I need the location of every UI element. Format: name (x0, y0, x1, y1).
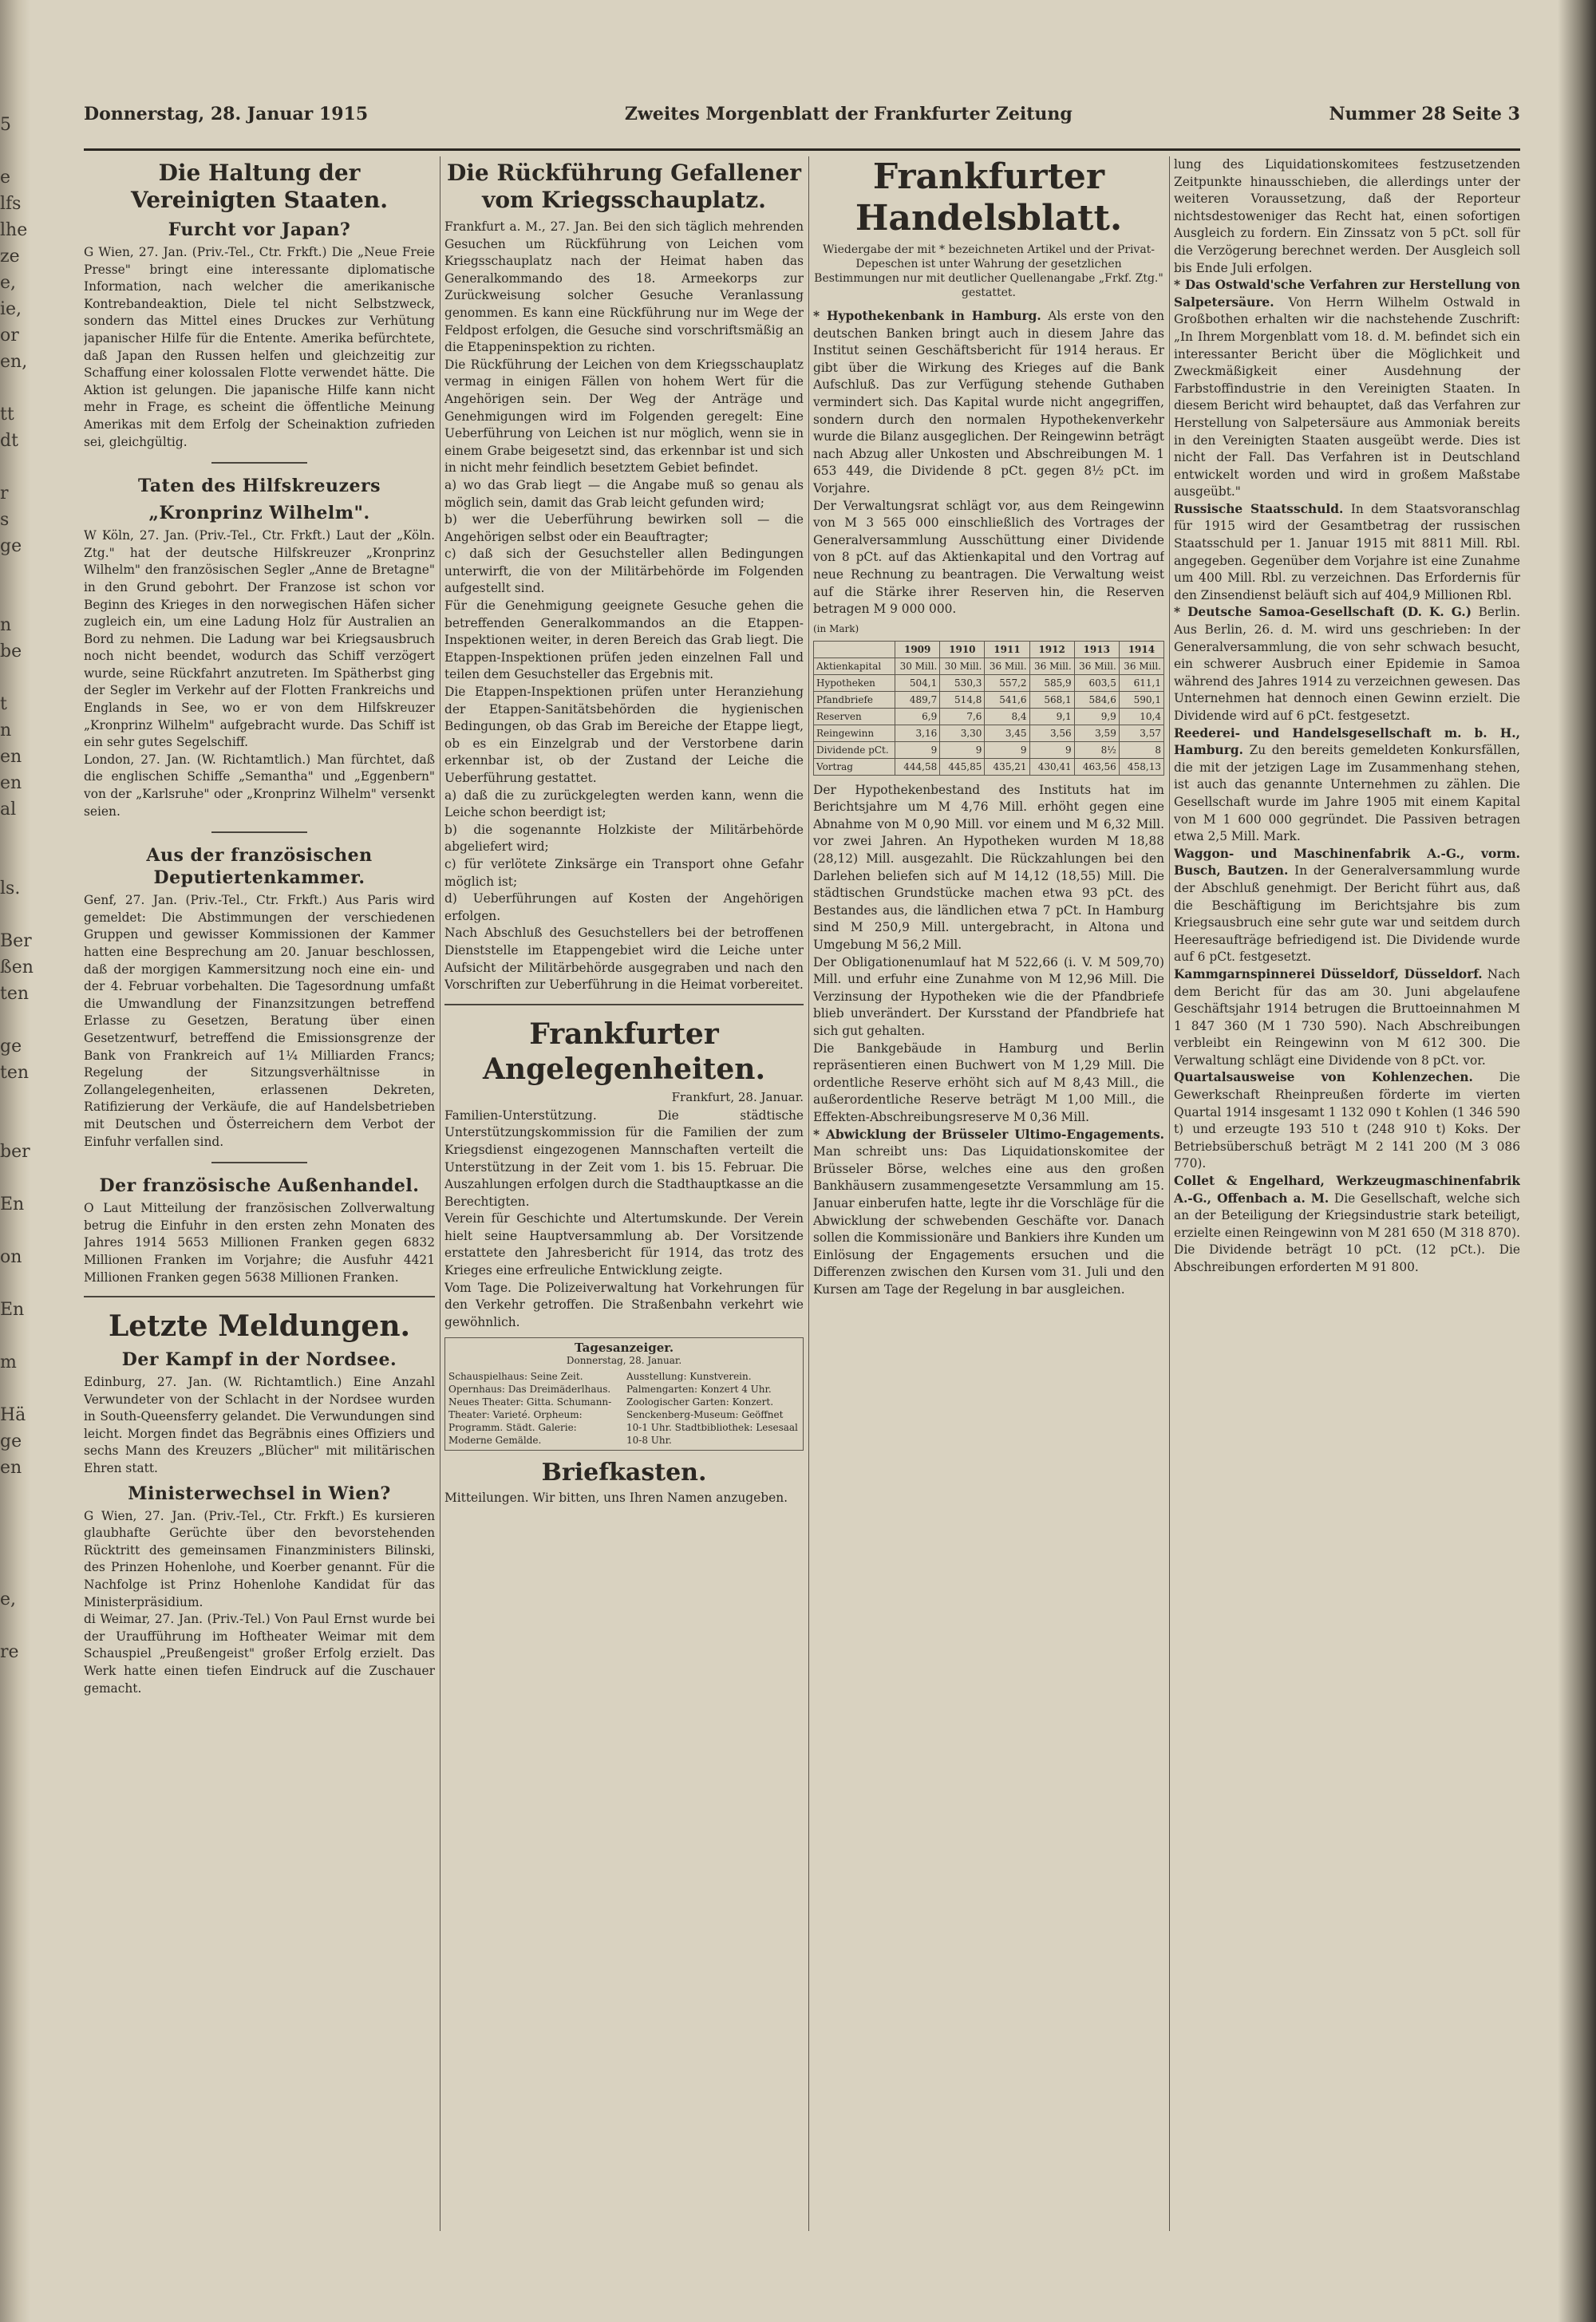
listing-left: Schauspielhaus: Seine Zeit. Opernhaus: Das Dreimäderlhaus. Neues Theater: Gitta. Schumann-Theater: Varieté. Orpheum: Programm. Städt. Galerie: Moderne Gemälde. (448, 1371, 612, 1447)
margin-fragment: ie, (0, 299, 22, 319)
margin-fragment (0, 1218, 46, 1244)
article-subheadline: Der Kampf in der Nordsee. (121, 1349, 397, 1371)
table-cell: 30 Mill. (940, 658, 985, 674)
table-cell: Pfandbriefe (814, 691, 895, 708)
article-headline: Taten des Hilfskreuzers (138, 476, 381, 497)
margin-fragment (0, 1613, 46, 1639)
margin-fragment (0, 559, 46, 586)
margin-fragment: ten (0, 1063, 30, 1083)
table-cell: 3,59 (1074, 725, 1119, 741)
margin-fragment: En (0, 1195, 25, 1214)
margin-fragment (0, 1165, 46, 1191)
margin-fragment (0, 1086, 46, 1112)
margin-fragment: lfs (0, 194, 22, 214)
table-cell: 530,3 (940, 674, 985, 691)
article-body: Der Verwaltungsrat schlägt vor, aus dem Reingewinn von M 3 565 000 einschließlich des Vortrages der Generalversammlung Ausschüttung einer Dividende von 8 pCt. auf das Aktienkapital und den Vortrag auf neue Rechnung zu beantragen. Die Verwaltung weist auf die Stärke ihrer Reserven hin, die Reserven betragen M 9 000 000. (813, 498, 1164, 617)
margin-fragment (0, 1534, 46, 1560)
article-headline: Ministerwechsel in Wien? (128, 1483, 391, 1504)
table-cell: 9 (895, 741, 940, 758)
list-item: c) für verlötete Zinksärge ein Transport ohne Gefahr möglich ist; (444, 856, 804, 889)
list-item: b) wer die Ueberführung bewirken soll — die Angehörigen selbst oder ein Beauftragter; (444, 512, 804, 544)
list-item: b) die sogenannte Holzkiste der Militärbehörde abgeliefert wird; (444, 822, 804, 855)
table-cell: Aktienkapital (814, 658, 895, 674)
section-masthead-note: Wiedergabe der mit * bezeichneten Artikel und der Privat-Depeschen ist unter Wahrung der gesetzlichen Bestimmungen nur mit deutlicher Quellenangabe „Frkf. Ztg." gestattet. (814, 243, 1163, 299)
article-body: Man schreibt uns: Das Liquidationskomitee der Brüsseler Börse, welches eine aus den großen Bankhäusern zusammengesetzte Versammlung am 15. Januar einberufen hatte, legte ihr die Vorschläge für die Abwicklung der schwebenden Geschäfte vor. Danach sollen die Kommissionäre und Bankiers ihre Kunden um Einlösung der Engagements ersuchen und die Differenzen zwischen den Kursen vom 31. Juli und den Kursen am Tage der Regelung in bar ausgleichen. (813, 1144, 1164, 1297)
margin-fragment: re (0, 1642, 19, 1662)
article-body: Verein für Geschichte und Altertumskunde. Der Verein hielt seine Hauptversammlung ab. Der Vorsitzende erstattete den Jahresbericht für 1914, das trotz des Krieges eine erfreuliche Entwicklung zeigte. (444, 1211, 804, 1278)
margin-fragment: 5 (0, 115, 11, 135)
article-body: Die Gewerkschaft Rheinpreußen förderte im vierten Quartal 1914 insgesamt 1 132 090 t Kohlen (1 346 590 t) und erzeugte 193 510 t (248 910 t) Koks. Der Betriebsüberschuß beträgt M 2 141 200 (M 3 086 770). (1174, 1070, 1520, 1171)
header-date: Donnerstag, 28. Januar 1915 (84, 104, 369, 124)
separator (211, 462, 307, 464)
table-cell: 590,1 (1119, 691, 1163, 708)
margin-fragment: e, (0, 1589, 17, 1609)
article-lead: * Hypothekenbank in Hamburg. (813, 309, 1041, 323)
margin-fragment: dt (0, 431, 18, 451)
table-header-cell: 1913 (1074, 641, 1119, 658)
article-lead: Collet & Engelhard, Werkzeugmaschinenfabrik A.-G., Offenbach a. M. (1174, 1174, 1520, 1206)
table-cell: Reingewinn (814, 725, 895, 741)
section-headline: Frankfurter Angelegenheiten. (482, 1017, 765, 1086)
column-4 (1174, 156, 1520, 2231)
article-body: Von Herrn Wilhelm Ostwald in Großbothen erhalten wir die nachstehende Zuschrift: „In Ihrem Morgenblatt vom 18. d. M. befindet sich ein interessanter Bericht über die Möglichkeit und Zweckmäßigkeit einer Ausdehnung der Farbstoffindustrie in den Vereinigten Staaten. In diesem Bericht wird behauptet, daß das Verfahren zur Herstellung von Salpetersäure aus Ammoniak bereits in den Vereinigten Staaten ausgeübt werde. Dies ist nicht der Fall. Das Verfahren ist in Deutschland entwickelt worden und wird in großem Maßstabe ausgeübt." (1174, 294, 1520, 500)
article-body: Nach Abschluß des Gesuchstellers bei der betroffenen Dienststelle im Etappengebiet wird die Leiche unter Aufsicht der Militärbehörde ausgegraben und nach den Vorschriften zur Ueberführung in die Heimat vorbereitet. (444, 926, 804, 993)
article-body: Vom Tage. Die Polizeiverwaltung hat Vorkehrungen für den Verkehr getroffen. Die Straßenbahn verkehrt wie gewöhnlich. (444, 1280, 804, 1329)
article-lead: * Deutsche Samoa-Gesellschaft (D. K. G.) (1174, 605, 1472, 620)
table-cell: Hypotheken (814, 674, 895, 691)
margin-fragment: en (0, 1458, 22, 1478)
article-headline: Aus der französischen Deputiertenkammer. (146, 845, 373, 889)
margin-fragment (0, 1507, 46, 1534)
table-row (814, 674, 1164, 691)
table-cell: 611,1 (1119, 674, 1163, 691)
table-cell: 444,58 (895, 758, 940, 775)
table-cell: 489,7 (895, 691, 940, 708)
article-body: Die Etappen-Inspektionen prüfen unter Heranziehung der Etappen-Sanitätsbehörden die hygienischen Bedingungen, ob das Grab im Bereiche der Etappe liegt, ob es ein Einzelgrab und der Verstorbene darin erkennbar ist, ob der Zustand der Leiche die Ueberführung gestattet. (444, 685, 804, 785)
article-body: O Laut Mitteilung der französischen Zollverwaltung betrug die Einfuhr in den ersten zehn Monaten des Jahres 1914 5653 Millionen Franken gegen 6832 Millionen Franken im Vorjahre; die Ausfuhr 4421 Millionen Franken gegen 5638 Millionen Franken. (84, 1201, 435, 1285)
margin-fragment: s (0, 510, 10, 530)
article-lead: Waggon- und Maschinenfabrik A.-G., vorm. Busch, Bautzen. (1174, 846, 1520, 879)
margin-fragment: Hä (0, 1405, 26, 1425)
margin-fragment: n (0, 615, 12, 635)
article-headline: Die Rückführung Gefallener vom Kriegsschauplatz. (446, 160, 802, 213)
article-lead: Russische Staatsschuld. (1174, 501, 1344, 516)
table-cell: 36 Mill. (1074, 658, 1119, 674)
article-headline: Die Haltung der Vereinigten Staaten. (131, 160, 388, 213)
margin-fragment (0, 138, 46, 164)
margin-fragment: m (0, 1353, 17, 1372)
margin-fragment: t (0, 694, 7, 714)
margin-fragment (0, 823, 46, 849)
table-row (814, 658, 1164, 674)
article-lead: Reederei- und Handelsgesellschaft m. b. H., Hamburg. (1174, 725, 1520, 758)
margin-fragment: be (0, 642, 22, 661)
article-body: Edinburg, 27. Jan. (W. Richtamtlich.) Eine Anzahl Verwundeter von der Schlacht in der Nordsee wurden in South-Queensferry gelandet. Die Verwundungen sind leicht. Morgen findet das Begräbnis eines Offiziers und sechs Mann des Kreuzers „Blücher" mit militärischen Ehren statt. (84, 1375, 435, 1476)
article-body: G Wien, 27. Jan. (Priv.-Tel., Ctr. Frkft.) Die „Neue Freie Presse" bringt eine interessante diplomatische Information, nach welcher die amerikanische Kontrebandeaktion, Diele tel nicht Selbstzweck, sondern das Mittel eines Druckes zur Verhütung japanischer Hilfe für die Entente. Amerika befürchtete, daß Japan den Russen helfen und gleichzeitig zur Schaffung einer kolossalen Flotte verwendet hätte. Die Aktion ist gelungen. Die japanische Hilfe kann nicht mehr in Frage, es scheint die öffentliche Meinung Amerikas mit dem Erfolg der Scheinaktion zufrieden sei, gleichgültig. (84, 245, 435, 449)
table-cell: 6,9 (895, 708, 940, 725)
previous-page-margin (0, 112, 46, 2266)
margin-fragment (0, 375, 46, 401)
margin-fragment: Ber (0, 931, 32, 951)
table-cell: 603,5 (1074, 674, 1119, 691)
article-body: Zu den bereits gemeldeten Konkursfällen, die mit der jetzigen Lage im Zusammenhang stehen, ist auch das genannte Unternehmen zu zählen. Die Gesellschaft wurde im Jahre 1905 mit einem Kapital von M 1 600 000 gegründet. Die Passiven betragen etwa 2,5 Mill. Mark. (1174, 743, 1520, 844)
article-body: Mitteilungen. Wir bitten, uns Ihren Namen anzugeben. (444, 1491, 788, 1506)
article-body: Der Hypothekenbestand des Instituts hat im Berichtsjahre um M 4,76 Mill. erhöht gegen eine Abnahme von M 0,90 Mill. vor einem und M 6,32 Mill. vor zwei Jahren. An Hypotheken wurden M 18,88 (28,12) Mill. ausgezahlt. Die Rückzahlungen bei den Darlehen beliefen sich auf M 14,12 (18,55) Mill. Die städtischen Grundstücke machen etwa 93 pCt. des Bestandes aus, die ländlichen etwa 7 pCt. In Hamburg sind M 250,9 Mill. untergebracht, in Altona und Umgebung M 56,2 Mill. (813, 782, 1164, 953)
margin-fragment: en (0, 747, 22, 767)
table-row (814, 725, 1164, 741)
article-body: Für die Genehmigung geeignete Gesuche gehen die betreffenden Generalkommandos an die Etappen-Inspektionen weiter, in deren Bereich das Grab liegt. Die Etappen-Inspektionen prüfen jeden einzelnen Fall und teilen dem Gesuchsteller das Ergebnis mit. (444, 598, 804, 682)
margin-fragment: ge (0, 536, 22, 556)
margin-fragment (0, 1560, 46, 1586)
margin-fragment: ge (0, 1037, 22, 1056)
article-body: di Weimar, 27. Jan. (Priv.-Tel.) Von Paul Ernst wurde bei der Uraufführung im Hoftheater Weimar mit dem Schauspiel „Preußengeist" großer Erfolg erzielt. Das Werk hatte einen tiefen Eindruck auf die Zuschauer gemacht. (84, 1612, 435, 1696)
header-publication: Zweites Morgenblatt der Frankfurter Zeitung (624, 104, 1073, 124)
article-body: Frankfurt a. M., 27. Jan. Bei den sich täglich mehrenden Gesuchen um Rückführung von Leichen vom Kriegsschauplatz nach der Heimat haben das Generalkommando des 18. Armeekorps zur Zurückweisung solcher Gesuche Veranlassung genommen. Es kann eine Rückführung nur im Wege der Feldpost erfolgen, die Gesuche sind vorschriftsmäßig an die Etappeninspektion zu richten. (444, 219, 804, 355)
table-cell: 504,1 (895, 674, 940, 691)
column-rule (1169, 156, 1170, 2231)
article-body: Die Rückführung der Leichen von dem Kriegsschauplatz vermag in einigen Fällen von hohem Wert für die Angehörigen sein. Der Weg der Anträge und Genehmigungen wird im Folgenden geregelt: Eine Ueberführung von Leichen ist nur möglich, wenn sie in einem Grabe beigesetzt sind, das erkennbar ist und sich in nicht mehr feindlich besetztem Gebiet befindet. (444, 357, 804, 476)
table-cell: 9 (940, 741, 985, 758)
margin-fragment: en, (0, 352, 28, 372)
table-row (814, 741, 1164, 758)
margin-fragment (0, 1376, 46, 1402)
list-item: c) daß sich der Gesuchsteller allen Bedingungen unterwirft, die von der Militärbehörde im Folgenden aufgestellt sind. (444, 547, 804, 596)
margin-fragment: lhe (0, 220, 28, 240)
article-lead: Quartalsausweise von Kohlenzechen. (1174, 1070, 1473, 1085)
margin-fragment (0, 1007, 46, 1033)
list-item: a) daß die zu zurückgelegten werden kann, wenn die Leiche schon beerdigt ist; (444, 788, 804, 820)
list-item: d) Ueberführungen auf Kosten der Angehörigen erfolgen. (444, 891, 804, 923)
article-headline: Der französische Außenhandel. (99, 1175, 420, 1197)
table-cell: 9,1 (1029, 708, 1074, 725)
table-cell: 30 Mill. (895, 658, 940, 674)
margin-fragment: ge (0, 1432, 22, 1451)
list-item: a) wo das Grab liegt — die Angabe muß so genau als möglich sein, damit das Grab leicht gefunden wird; (444, 477, 804, 510)
table-cell: 3,57 (1119, 725, 1163, 741)
margin-fragment (0, 586, 46, 612)
column-1 (84, 156, 435, 2231)
margin-fragment (0, 902, 46, 928)
margin-fragment: ze (0, 247, 20, 267)
financial-table (813, 641, 1164, 776)
table-header-cell: 1909 (895, 641, 940, 658)
table-caption: (in Mark) (813, 622, 859, 634)
table-cell: 9,9 (1074, 708, 1119, 725)
table-row (814, 691, 1164, 708)
article-body: London, 27. Jan. (W. Richtamtlich.) Man fürchtet, daß die englischen Schiffe „Semantha" und „Eggenbern" von der „Karlsruhe" oder „Kronprinz Wilhelm" versenkt seien. (84, 752, 435, 819)
table-cell: 3,30 (940, 725, 985, 741)
table-cell: 557,2 (985, 674, 1029, 691)
article-lead: * Abwicklung der Brüsseler Ultimo-Engagements. (813, 1127, 1164, 1142)
article-body: W Köln, 27. Jan. (Priv.-Tel., Ctr. Frkft.) Laut der „Köln. Ztg." hat der deutsche Hilfskreuzer „Kronprinz Wilhelm" den französischen Segler „Anne de Bretagne" in den Grund gebohrt. Der Franzose ist schon vor Beginn des Krieges in den norwegischen Häfen sicher zugleich ein, um eine Ladung Holz für Australien an Bord zu nehmen. Die Ladung war bei Kriegsausbruch noch nicht beendet, wodurch das Schiff verzögert wurde, seine Rückfahrt anzutreten. Im Spätherbst ging der Segler im Verkehr auf der Flotten Frankreichs und Englands in See, wo er von dem Hilfskreuzer „Kronprinz Wilhelm" aufgebracht wurde. Das Schiff ist ein sehr gutes Segelschiff. (84, 528, 435, 750)
separator (211, 831, 307, 833)
article-body: Der Obligationenumlauf hat M 522,66 (i. V. M 509,70) Mill. und erfuhr eine Zunahme von M 12,96 Mill. Die Verzinsung der Hypotheken wie die der Pfandbriefe blieb unverändert. Der Kursstand der Pfandbriefe hat sich gut gehalten. (813, 954, 1164, 1038)
separator (211, 1162, 307, 1163)
listing-title: Tagesanzeiger. (574, 1341, 674, 1356)
margin-fragment: ls. (0, 879, 21, 898)
table-cell: 445,85 (940, 758, 985, 775)
article-body: Als erste von den deutschen Banken bringt auch in diesem Jahre das Institut seinen Geschäftsbericht für 1914 heraus. Er gibt über die Wirkung des Krieges auf die Bank Aufschluß. Das zur Verfügung stehende Guthaben vermindert sich. Das Kapital wurde nicht angegriffen, sondern durch den normalen Hypothekenverkehr wurde die Bilanz ausgeglichen. Der Reingewinn beträgt nach Abzug aller Unkosten und Abschreibungen M. 1 653 449, die Dividende 8 pCt. gegen 8½ pCt. im Vorjahre. (813, 309, 1164, 496)
article-body: G Wien, 27. Jan. (Priv.-Tel., Ctr. Frkft.) Es kursieren glaubhafte Gerüchte über den bevorstehenden Rücktritt des gemeinsamen Finanzministers Bilinski, des Prinzen Hohenlohe, und Koerber genannt. Für die Nachfolge ist Prinz Hohenlohe Kandidat für das Ministerpräsidium. (84, 1508, 435, 1609)
margin-fragment: ber (0, 1142, 30, 1162)
table-cell: 9 (985, 741, 1029, 758)
event-listing-box (444, 1337, 804, 1451)
article-body: Familien-Unterstützung. Die städtische Unterstützungskommission für die Familien der zum Kriegsdienst eingezogenen Mannschaften verteilt die Unterstützung in der Zeit vom 1. bis 15. Februar. Die Auszahlungen erfolgen durch die Stadthauptkasse an die Berechtigten. (444, 1108, 804, 1209)
article-lead: Kammgarnspinnerei Düsseldorf, Düsseldorf. (1174, 966, 1483, 981)
table-cell: 36 Mill. (1029, 658, 1074, 674)
margin-fragment (0, 1323, 46, 1349)
table-header-cell (814, 641, 895, 658)
article-subheadline: „Kronprinz Wilhelm". (148, 503, 370, 524)
margin-fragment (0, 1270, 46, 1297)
table-cell: 3,45 (985, 725, 1029, 741)
article-body: Genf, 27. Jan. (Priv.-Tel., Ctr. Frkft.) Aus Paris wird gemeldet: Die Abstimmungen der verschiedenen Gruppen und gewisser Kommissionen der Kammer hatten eine Besprechung am 20. Januar beschlossen, daß der morgigen Kammersitzung noch eine ein- und der 4. Februar vorbehalten. Die Tagesordnung umfaßt die Umwandlung der Finanzsitzungen betreffend Erlasse zu Gesetzen, Beratung über einen Gesetzentwurf, betreffend die Emissionsgrenze der Bank von Frankreich auf 1¼ Milliarden Francs; Regelung der Sitzungsverhältnisse in Zollangelegenheiten, erlassenen Dekreten, Ratifizierung der Verkäufe, die auf Handelsbetrieben mit Deutschen und Österreichern dem Verbot der Einfuhr verfallen sind. (84, 893, 435, 1149)
table-cell: 8,4 (985, 708, 1029, 725)
table-cell: 435,21 (985, 758, 1029, 775)
margin-fragment (0, 1481, 46, 1507)
table-cell: 568,1 (1029, 691, 1074, 708)
section-divider (84, 1296, 435, 1297)
table-cell: 3,16 (895, 725, 940, 741)
table-header-cell: 1911 (985, 641, 1029, 658)
table-cell: 514,8 (940, 691, 985, 708)
column-2 (444, 156, 804, 2231)
margin-fragment: En (0, 1300, 25, 1320)
margin-fragment: e, (0, 273, 17, 293)
table-header-cell: 1910 (940, 641, 985, 658)
margin-fragment (0, 1112, 46, 1139)
scan-edge-right (1558, 0, 1596, 2322)
table-cell: 3,56 (1029, 725, 1074, 741)
article-body: lung des Liquidationskomitees festzusetzenden Zeitpunkte hinausschieben, die allerdings unter der weiteren Voraussetzung, daß der Reporteur nichtsdestoweniger das Recht hat, einen sofortigen Ausgleich zu fordern. Ein Zinssatz von 5 pCt. soll für die Verzögerung berechnet werden. Der Ausgleich soll bis Ende Juli erfolgen. (1174, 157, 1520, 275)
header-page-number: Nummer 28 Seite 3 (1329, 104, 1520, 124)
article-body: Die Bankgebäude in Hamburg und Berlin repräsentieren einen Buchwert von M 1,29 Mill. Die ordentliche Reserve erhöht sich auf M 8,43 Mill., die außerordentliche Reserve beträgt M 1,00 Mill., die Effekten-Abschreibungsreserve M 0,36 Mill. (813, 1041, 1164, 1124)
article-body: In dem Staatsvoranschlag für 1915 wird der Gesamtbetrag der russischen Staatsschuld per 1. Januar 1915 mit 8811 Mill. Rbl. angegeben. Gegenüber dem Vorjahre ist eine Zunahme um 400 Mill. Rbl. zu verzeichnen. Das Erfordernis für den Zinsendienst beläuft sich auf 404,9 Millionen Rbl. (1174, 501, 1520, 602)
article-body: Berlin. Aus Berlin, 26. d. M. wird uns geschrieben: In der Generalversammlung, die von sehr schwach besucht, ein schwerer Ausbruch einer Epidemie in Samoa während des Jahres 1914 zu verzeichnen gewesen. Das Unternehmen hat dennoch einen Gewinn erzielt. Die Dividende wird auf 6 pCt. festgesetzt. (1174, 605, 1520, 723)
article-subheadline: Furcht vor Japan? (168, 219, 351, 240)
margin-fragment: e (0, 168, 11, 188)
margin-fragment: tt (0, 405, 14, 425)
margin-fragment: en (0, 773, 22, 793)
margin-fragment: ßen (0, 958, 34, 977)
table-cell: Dividende pCt. (814, 741, 895, 758)
table-cell: 458,13 (1119, 758, 1163, 775)
table-row (814, 708, 1164, 725)
article-lead: * Das Ostwald'sche Verfahren zur Herstellung von Salpetersäure. (1174, 278, 1520, 310)
table-cell: 430,41 (1029, 758, 1074, 775)
listing-right: Ausstellung: Kunstverein. Palmengarten: Konzert 4 Uhr. Zoologischer Garten: Konzert. Senckenberg-Museum: Geöffnet 10-1 Uhr. Stadtbibliothek: Lesesaal 10-8 Uhr. (626, 1371, 798, 1447)
table-cell: 463,56 (1074, 758, 1119, 775)
table-cell: 8 (1119, 741, 1163, 758)
section-masthead: Frankfurter Handelsblatt. (855, 156, 1123, 239)
table-cell: 8½ (1074, 741, 1119, 758)
page-header (84, 104, 1520, 151)
article-body: In der Generalversammlung wurde der Abschluß genehmigt. Der Bericht führt aus, daß die Beschäftigung im Berichtsjahre bis zum Kriegsausbruch eine sehr gute war und seitdem durch Heeresaufträge befriedigend ist. Die Dividende wurde auf 6 pCt. festgesetzt. (1174, 863, 1520, 965)
column-3 (813, 156, 1164, 2231)
table-cell: 10,4 (1119, 708, 1163, 725)
table-cell: 36 Mill. (985, 658, 1029, 674)
article-body: Die Gesellschaft, welche sich an der Beteiligung der Kriegsindustrie stark beteiligt, erzielte einen Reingewinn von M 281 650 (M 318 870). Die Dividende beträgt 10 pCt. (12 pCt.). Die Abschreibungen erforderten M 91 800. (1174, 1191, 1520, 1274)
article-body: Nach dem Bericht für das am 30. Juni abgelaufene Geschäftsjahr 1914 betrugen die Bruttoeinnahmen M 1 847 360 (M 1 730 590). Nach Abschreibungen verbleibt ein Reingewinn von M 612 300. Die Verwaltung schlägt eine Dividende von 8 pCt. vor. (1174, 966, 1520, 1068)
listing-date: Donnerstag, 28. Januar. (566, 1355, 682, 1367)
margin-fragment (0, 849, 46, 875)
margin-fragment: on (0, 1247, 22, 1267)
table-cell: Reserven (814, 708, 895, 725)
margin-fragment: ten (0, 984, 30, 1004)
table-header-cell: 1912 (1029, 641, 1074, 658)
margin-fragment (0, 454, 46, 480)
margin-fragment: n (0, 721, 12, 740)
table-cell: 585,9 (1029, 674, 1074, 691)
table-cell: 541,6 (985, 691, 1029, 708)
table-cell: 9 (1029, 741, 1074, 758)
table-header-cell: 1914 (1119, 641, 1163, 658)
table-row (814, 758, 1164, 775)
table-cell: Vortrag (814, 758, 895, 775)
margin-fragment: r (0, 484, 9, 503)
table-cell: 584,6 (1074, 691, 1119, 708)
margin-fragment: al (0, 800, 17, 819)
section-headline: Letzte Meldungen. (108, 1309, 411, 1344)
table-cell: 7,6 (940, 708, 985, 725)
column-rule (808, 156, 809, 2231)
newspaper-page (84, 80, 1520, 2298)
margin-fragment (0, 665, 46, 691)
dateline: Frankfurt, 28. Januar. (671, 1089, 804, 1104)
table-cell: 36 Mill. (1119, 658, 1163, 674)
section-divider (444, 1004, 804, 1005)
margin-fragment: or (0, 326, 19, 346)
section-headline: Briefkasten. (541, 1459, 707, 1487)
